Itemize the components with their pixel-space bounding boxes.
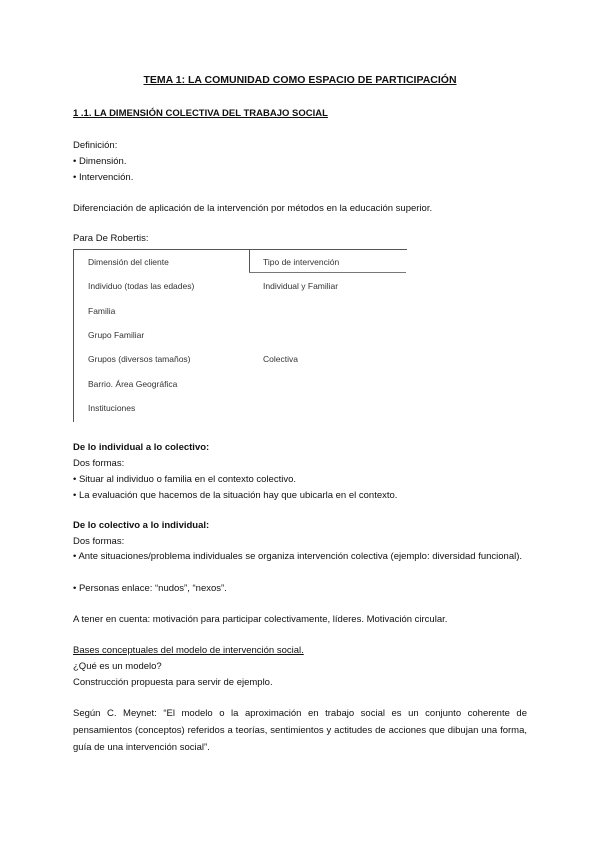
bases-heading: Bases conceptuales del modelo de intervención social. <box>73 645 304 656</box>
table-cell: Familia <box>88 306 116 316</box>
table-cell: Instituciones <box>88 403 136 413</box>
table-header-rule <box>249 272 406 273</box>
bases-question: ¿Qué es un modelo? <box>73 661 162 672</box>
para-de-robertis: Para De Robertis: <box>73 233 149 244</box>
definition-item: • Dimensión. <box>73 156 127 167</box>
table-header: Tipo de intervención <box>263 257 340 267</box>
table-cell: Grupos (diversos tamaños) <box>88 354 191 364</box>
table-cell: Barrio. Área Geográfica <box>88 379 178 389</box>
bases-answer: Construcción propuesta para servir de ejemplo. <box>73 677 273 688</box>
individual-to-collective-item: • La evaluación que hacemos de la situación hay que ubicarla en el contexto. <box>73 490 398 501</box>
definition-item: • Intervención. <box>73 172 134 183</box>
table-cell: Individuo (todas las edades) <box>88 281 195 291</box>
definition-label: Definición: <box>73 140 118 151</box>
page-title: TEMA 1: LA COMUNIDAD COMO ESPACIO DE PARTICIPACIÓN <box>143 74 457 86</box>
table-cell: Colectiva <box>263 354 298 364</box>
differentiation-text: Diferenciación de aplicación de la intervención por métodos en la educación superior. <box>73 203 433 214</box>
note-text: A tener en cuenta: motivación para participar colectivamente, líderes. Motivación circular. <box>73 614 448 625</box>
individual-to-collective-heading: De lo individual a lo colectivo: <box>73 442 210 453</box>
meynet-quote: Según C. Meynet: “El modelo o la aproximación en trabajo social es un conjunto coherente de pensamientos (conceptos) referidos a teorías, sentimientos y actitudes de acciones que dibujan una forma, guía de una intervención social”. <box>73 708 527 753</box>
section-heading: 1 .1. LA DIMENSIÓN COLECTIVA DEL TRABAJO SOCIAL <box>73 108 328 119</box>
table-cell: Grupo Familiar <box>88 330 145 340</box>
table-header: Dimensión del cliente <box>88 257 169 267</box>
individual-to-collective-item: • Situar al individuo o familia en el contexto colectivo. <box>73 474 296 485</box>
collective-to-individual-item: • Ante situaciones/problema individuales se organiza intervención colectiva (ejemplo: diversidad funcional). <box>73 551 523 562</box>
table-column-divider <box>249 249 250 273</box>
collective-to-individual-intro: Dos formas: <box>73 536 125 547</box>
individual-to-collective-intro: Dos formas: <box>73 458 125 469</box>
table-cell: Individual y Familiar <box>263 281 339 291</box>
collective-to-individual-item: • Personas enlace: “nudos”, “nexos”. <box>73 583 227 594</box>
collective-to-individual-heading: De lo colectivo a lo individual: <box>73 520 210 531</box>
